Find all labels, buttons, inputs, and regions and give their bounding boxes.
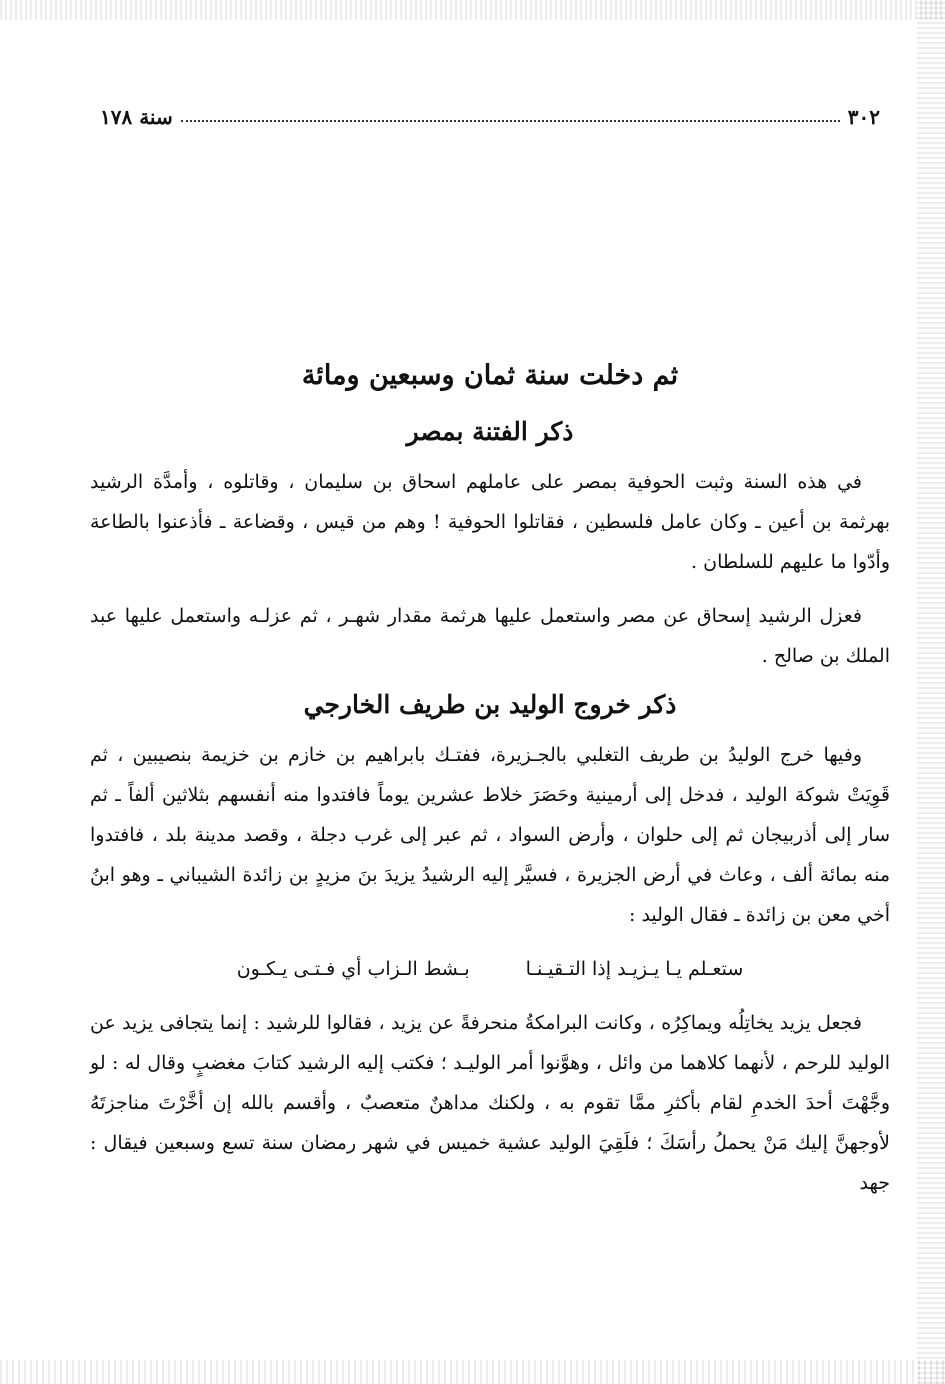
page-body xyxy=(90,360,890,1217)
section-title-egypt-strife: ذكر الفتنة بمصر xyxy=(406,417,574,446)
verse-second-hemistich: بـشط الـزاب أي فـتـى يـكـون xyxy=(236,958,470,980)
paragraph-egypt-2: فعزل الرشيد إسحاق عن مصر واستعمل عليها هرثمة مقدار شهـر ، ثم عزلـه واستعمل عليها عبد الملك بن صالح . xyxy=(90,605,890,667)
scan-edge-bottom xyxy=(0,1360,945,1384)
chapter-title: ثم دخلت سنة ثمان وسبعين ومائة xyxy=(301,360,679,391)
paragraph-walid-1: وفيها خرج الوليدُ بن طريف التغلبي بالجـزيرة، ففتـك بابراهيم بن خازم بن خزيمة بنصيبين ، ثم قَوِيَتْ شوكة الوليد ، فدخل إلى أرمينية وحَصَرَ خلاط عشرين يوماً فافتدوا منه أنفسهم بثلاثين ألفاً ـ ثم سار إلى أذربيجان ثم إلى حلوان ، وأرض السواد ، ثم عبر إلى غرب دجلة ، وقصد مدينة بلد ، فافتدوا منه بمائة ألف ، وعاث في أرض الجزيرة ، فسيَّر إليه الرشيدُ يزيدَ بنَ مزيدٍ بن زائدة الشيباني ـ وهو ابنُ أخي معن بن زائدة ـ فقال الوليد : xyxy=(90,744,890,926)
section-title-walid-revolt: ذكر خروج الوليد بن طريف الخارجي xyxy=(303,690,677,719)
book-page xyxy=(90,40,890,1360)
header-dot-leader xyxy=(181,120,840,122)
running-title: سنة ١٧٨ xyxy=(100,105,173,129)
scan-edge-right xyxy=(917,0,945,1384)
running-header xyxy=(100,102,880,132)
poetry-verse xyxy=(90,949,890,989)
page-number: ٣٠٢ xyxy=(847,105,880,129)
paragraph-walid-2: فجعل يزيد يخاتِلُه ويماكِرُه ، وكانت البرامكةُ منحرفةً عن يزيد ، فقالوا للرشيد : إنما يتجافى يزيد عن الوليد للرحم ، لأنهما كلاهما من وائل ، وهوَّنوا أمر الوليـد ؛ فكتب إليه الرشيد كتابَ مغضبٍ وقال له : لو وجَّهْتَ أحدَ الخدمِ لقام بأكثرِ ممَّا تقوم به ، ولكنك مداهنٌ متعصبٌ ، وأقسم بالله إن أخَّرْتَ مناجزتَهُ لأوجهنَّ إليك مَنْ يحملُ رأسَكَ ؛ فلَقِيَ الوليد عشية خميس في شهر رمضان سنة تسع وسبعين فيقال : جهد xyxy=(90,1012,890,1194)
paragraph-egypt-1: في هذه السنة وثبت الحوفية بمصر على عاملهم اسحاق بن سليمان ، وقاتلوه ، وأمدَّة الرشيد بهرثمة بن أعين ـ وكان عامل فلسطين ، فقاتلوا الحوفية ! وهم من قيس ، وقضاعة ـ فأذعنوا بالطاعة وأدّوا ما عليهم للسلطان . xyxy=(90,471,890,573)
verse-first-hemistich: ستعـلم يـا يـزيـد إذا التـقيـنـا xyxy=(525,958,744,980)
